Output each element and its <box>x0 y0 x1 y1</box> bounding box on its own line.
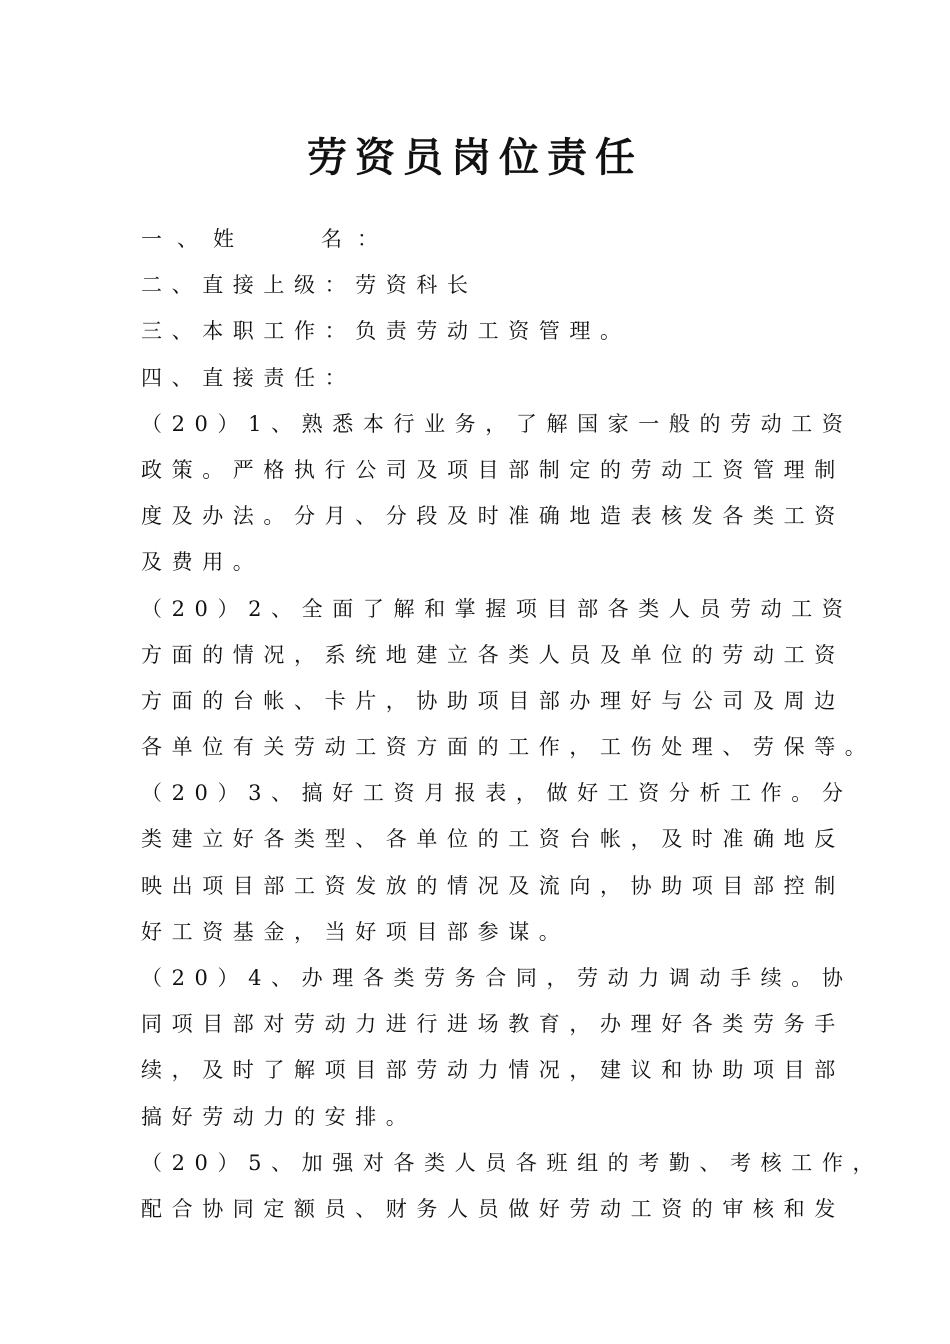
document-title: 劳资员岗位责任 <box>307 134 643 181</box>
field-supervisor-line: 二、直接上级：劳资科长 <box>141 273 478 298</box>
paragraph-line: （20）2、全面了解和掌握项目部各类人员劳动工资 <box>141 596 853 621</box>
paragraph-line: 续，及时了解项目部劳动力情况，建议和协助项目部 <box>141 1058 845 1083</box>
paragraph-line: 方面的台帐、卡片，协助项目部办理好与公司及周边 <box>141 688 845 713</box>
field-name-line: 一、姓 名： <box>141 227 393 251</box>
document-body <box>141 216 884 1232</box>
paragraph-line: （20）5、加强对各类人员各班组的考勤、考核工作， <box>141 1150 884 1175</box>
paragraph-line: 及费用。 <box>141 550 264 575</box>
paragraph-line: 度及办法。分月、分段及时准确地造表核发各类工资 <box>141 504 845 529</box>
paragraph-line: （20）4、办理各类劳务合同，劳动力调动手续。协 <box>141 966 853 990</box>
paragraph-line: 好工资基金，当好项目部参谋。 <box>141 919 570 944</box>
paragraph-line: 配合协同定额员、财务人员做好劳动工资的审核和发 <box>141 1196 845 1221</box>
field-responsibility-heading: 四、直接责任： <box>141 365 356 390</box>
paragraph-line: 搞好劳动力的安排。 <box>141 1104 417 1129</box>
paragraph-line: 政策。严格执行公司及项目部制定的劳动工资管理制 <box>141 457 845 482</box>
paragraph-line: 同项目部对劳动力进行进场教育，办理好各类劳务手 <box>141 1012 845 1037</box>
paragraph-line: 各单位有关劳动工资方面的工作，工伤处理、劳保等。 <box>141 735 876 760</box>
paragraph-line: （20）1、熟悉本行业务，了解国家一般的劳动工资 <box>141 411 853 436</box>
paragraph-line: （20）3、搞好工资月报表，做好工资分析工作。分 <box>141 781 853 806</box>
field-duty-line: 三、本职工作：负责劳动工资管理。 <box>141 319 631 344</box>
paragraph-line: 方面的情况，系统地建立各类人员及单位的劳动工资 <box>141 642 845 667</box>
paragraph-line: 类建立好各类型、各单位的工资台帐，及时准确地反 <box>141 827 845 852</box>
paragraph-line: 映出项目部工资发放的情况及流向，协助项目部控制 <box>141 873 845 898</box>
